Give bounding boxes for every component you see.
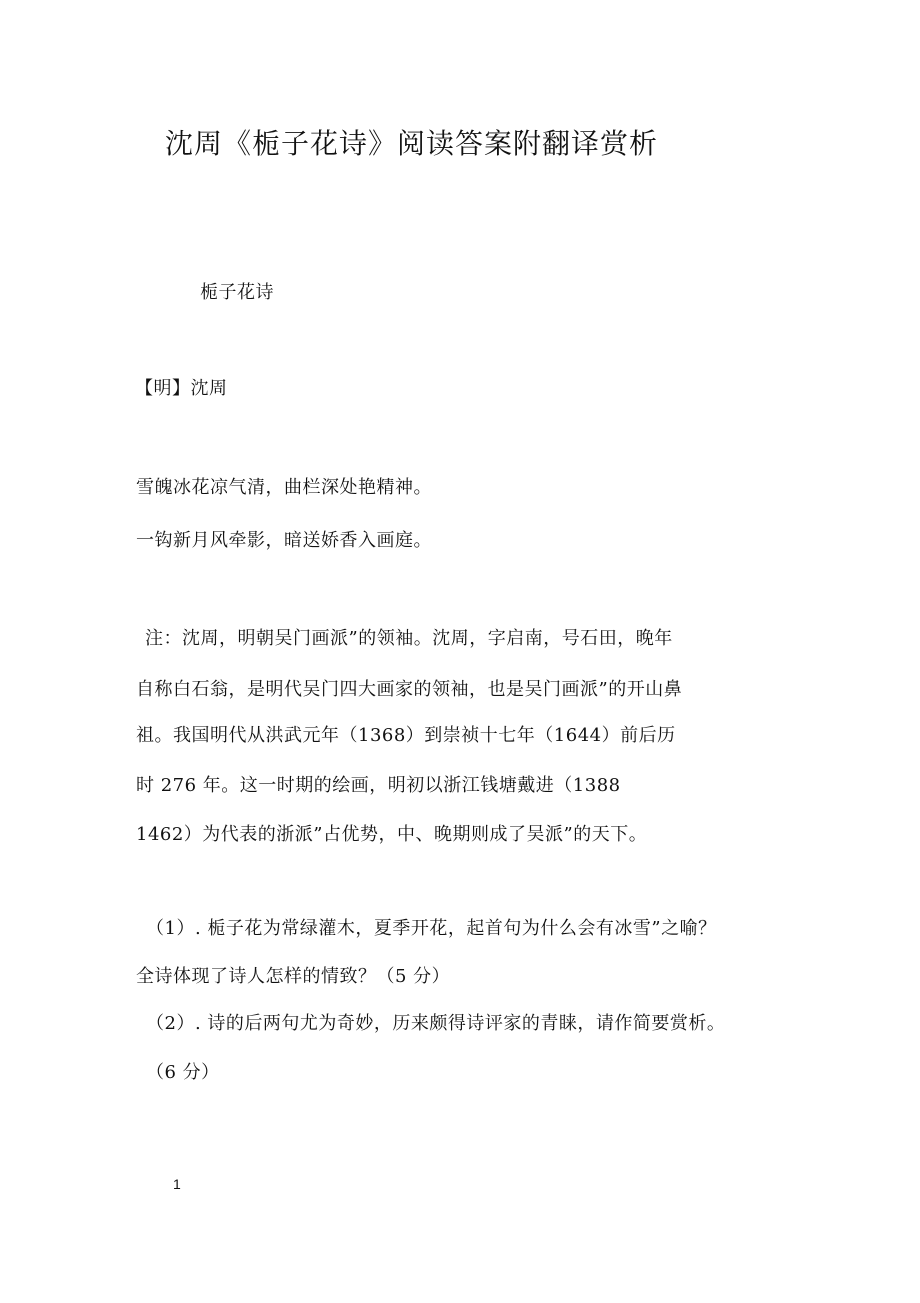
note-line: 自称白石翁，是明代吴门四大画家的领袖，也是吴门画派”的开山鼻 <box>136 679 683 700</box>
poem-author: 【明】沈周 <box>135 378 228 399</box>
question-1-line: 全诗体现了诗人怎样的情致？（5 分） <box>136 966 451 987</box>
note-line: 时 276 年。这一时期的绘画，明初以浙江钱塘戴进（1388 <box>136 775 621 796</box>
page-number: 1 <box>173 1176 181 1192</box>
note-line: 注：沈周，明朝吴门画派”的领袖。沈周，字启南，号石田，晚年 <box>145 628 673 649</box>
note-line: 祖。我国明代从洪武元年（1368）到崇祯十七年（1644）前后历 <box>136 725 676 746</box>
poem-line: 一钩新月风牵影，暗送娇香入画庭。 <box>136 530 432 551</box>
question-2-line: （6 分） <box>146 1062 220 1083</box>
question-1-line: （1）. 栀子花为常绿灌木，夏季开花，起首句为什么会有冰雪”之喻？ <box>146 918 717 939</box>
question-2-line: （2）. 诗的后两句尤为奇妙，历来颇得诗评家的青睐，请作简要赏析。 <box>146 1013 726 1034</box>
note-line: 1462）为代表的浙派”占优势，中、晚期则成了吴派”的天下。 <box>136 824 648 845</box>
document-title: 沈周《栀子花诗》阅读答案附翻译赏析 <box>165 127 659 160</box>
poem-line: 雪魄冰花凉气清，曲栏深处艳精神。 <box>136 477 432 498</box>
poem-name: 栀子花诗 <box>200 282 274 303</box>
